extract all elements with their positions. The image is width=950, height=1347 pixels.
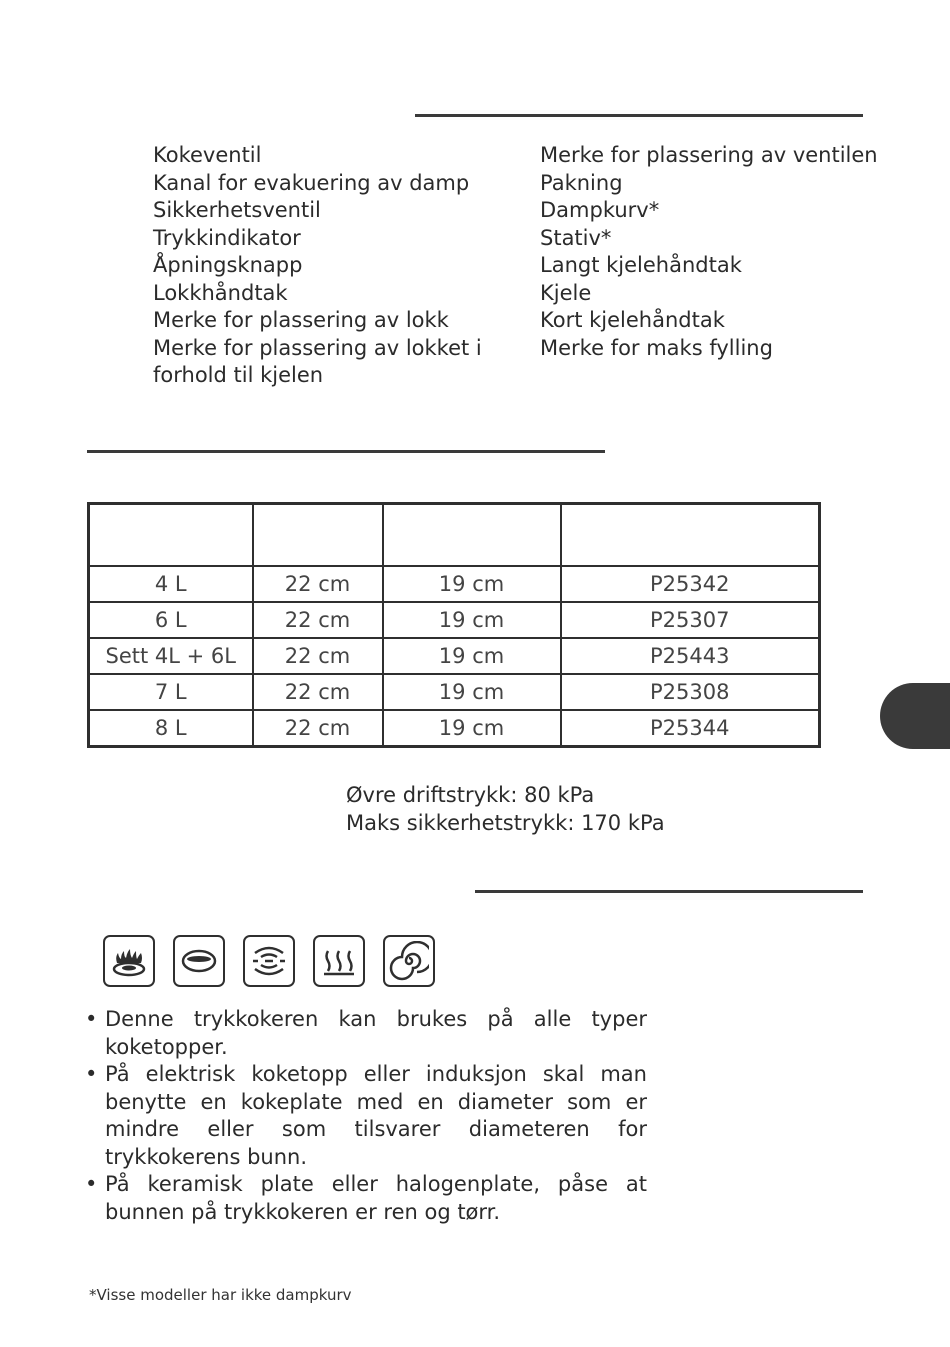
- list-item-text: På keramisk plate eller halogenplate, påse at bunnen på trykkokeren er ren og tørr.: [105, 1172, 647, 1224]
- reference-cell: P25308: [561, 674, 820, 710]
- table-header-cell: [89, 504, 253, 567]
- hob-icons: [103, 935, 435, 987]
- base-cell: 19 cm: [383, 674, 561, 710]
- reference-cell: P25443: [561, 638, 820, 674]
- diameter-cell: 22 cm: [253, 674, 383, 710]
- base-cell: 19 cm: [383, 710, 561, 747]
- part-item: Dampkurv*: [540, 198, 660, 222]
- capacity-cell: 8 L: [89, 710, 253, 747]
- safety-pressure: Maks sikkerhetstrykk: 170 kPa: [346, 810, 665, 835]
- capacity-cell: 4 L: [89, 566, 253, 602]
- capacity-cell: 7 L: [89, 674, 253, 710]
- part-item: Merke for plassering av lokk: [153, 308, 449, 332]
- list-item: • På elektrisk koketopp eller induksjon skal man benytte en kokeplate med en diameter som er mindre eller som tilsvarer diameteren for trykkokerens bunn.: [85, 1062, 647, 1169]
- part-item: Merke for plassering av ventilen: [540, 143, 878, 167]
- hob-instructions: [85, 1006, 647, 1226]
- electric-plate-icon: [173, 935, 225, 987]
- reference-cell: P25342: [561, 566, 820, 602]
- table-header-cell: [383, 504, 561, 567]
- part-item: Pakning: [540, 170, 623, 195]
- halogen-hob-icon: [243, 935, 295, 987]
- operating-pressure: Øvre driftstrykk: 80 kPa: [346, 783, 595, 807]
- induction-hob-icon: [383, 935, 435, 987]
- section-rule-specs: [87, 450, 605, 453]
- ceramic-hob-icon: [313, 935, 365, 987]
- table-header-cell: [253, 504, 383, 567]
- part-item: Åpningsknapp: [153, 253, 303, 277]
- part-item: Kort kjelehåndtak: [540, 308, 725, 332]
- capacity-cell: Sett 4L + 6L: [89, 638, 253, 674]
- table-header-row: [89, 504, 820, 567]
- part-item: Merke for plassering av lokket i forhold til kjelen: [153, 335, 482, 387]
- section-tab: [880, 683, 950, 749]
- part-item: Lokkhåndtak: [153, 280, 288, 305]
- parts-list-right: [540, 142, 878, 362]
- spec-table: [87, 502, 821, 748]
- table-row: [89, 566, 820, 602]
- part-item: Merke for maks fylling: [540, 335, 773, 360]
- capacity-cell: 6 L: [89, 602, 253, 638]
- footnote: *Visse modeller har ikke dampkurv: [89, 1286, 352, 1304]
- list-item: • På keramisk plate eller halogenplate, påse at bunnen på trykkokeren er ren og tørr.: [85, 1172, 647, 1224]
- base-cell: 19 cm: [383, 602, 561, 638]
- list-item-text: Denne trykkokeren kan brukes på alle typer koketopper.: [105, 1007, 647, 1059]
- diameter-cell: 22 cm: [253, 602, 383, 638]
- part-item: Kanal for evakuering av damp: [153, 170, 470, 195]
- pressure-info: [346, 782, 665, 837]
- base-cell: 19 cm: [383, 566, 561, 602]
- list-item: • Denne trykkokeren kan brukes på alle typer koketopper.: [85, 1007, 647, 1059]
- table-row: [89, 602, 820, 638]
- parts-list-left: [153, 142, 483, 390]
- base-cell: 19 cm: [383, 638, 561, 674]
- diameter-cell: 22 cm: [253, 710, 383, 747]
- reference-cell: P25307: [561, 602, 820, 638]
- gas-hob-icon: [103, 935, 155, 987]
- part-item: Kjele: [540, 280, 592, 305]
- section-rule-hobs: [475, 890, 863, 893]
- part-item: Stativ*: [540, 225, 612, 250]
- table-row: [89, 710, 820, 747]
- diameter-cell: 22 cm: [253, 638, 383, 674]
- part-item: Kokeventil: [153, 143, 262, 167]
- table-row: [89, 674, 820, 710]
- part-item: Sikkerhetsventil: [153, 198, 321, 222]
- part-item: Trykkindikator: [153, 225, 301, 250]
- diameter-cell: 22 cm: [253, 566, 383, 602]
- list-item-text: På elektrisk koketopp eller induksjon skal man benytte en kokeplate med en diameter som er mindre eller som tilsvarer diameteren for trykkokerens bunn.: [105, 1062, 647, 1169]
- reference-cell: P25344: [561, 710, 820, 747]
- table-header-cell: [561, 504, 820, 567]
- table-row: [89, 638, 820, 674]
- section-rule-parts: [415, 114, 863, 117]
- part-item: Langt kjelehåndtak: [540, 253, 742, 277]
